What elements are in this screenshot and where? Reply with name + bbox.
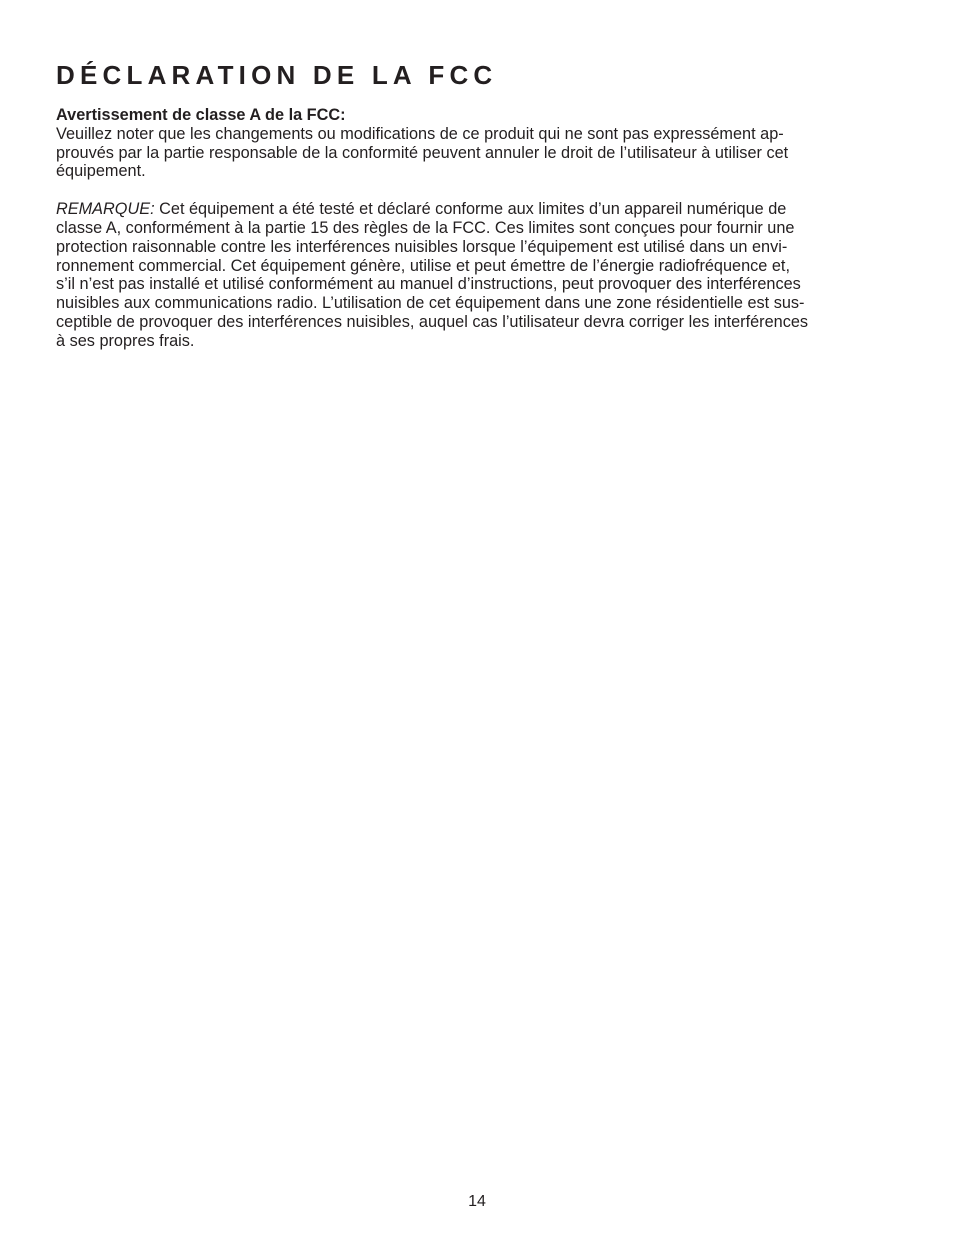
page-number: 14 <box>468 1193 486 1210</box>
note-line-7: ceptible de provoquer des interférences nuisibles, auquel cas l’utilisateur devra corriger les interférences <box>56 312 809 331</box>
note-paragraph <box>56 200 898 350</box>
fcc-warning-section <box>56 106 898 181</box>
note-line-1 <box>56 200 898 219</box>
warning-line-1: Veuillez noter que les changements ou modifications de ce produit qui ne sont pas expressément ap- <box>56 124 784 143</box>
fcc-note-section <box>56 200 898 350</box>
note-line-1-text: Cet équipement a été testé et déclaré conforme aux limites d’un appareil numérique de <box>154 200 787 219</box>
page-content <box>56 58 898 351</box>
note-line-3: protection raisonnable contre les interférences nuisibles lorsque l’équipement est utilisé dans un envi- <box>56 237 788 256</box>
warning-line-3: équipement. <box>56 162 146 181</box>
note-label: REMARQUE: <box>56 200 155 219</box>
paragraph-spacer <box>56 181 898 200</box>
note-line-6: nuisibles aux communications radio. L’utilisation de cet équipement dans une zone résidentielle est sus- <box>56 294 805 313</box>
warning-line-2: prouvés par la partie responsable de la conformité peuvent annuler le droit de l’utilisateur à utiliser cet <box>56 143 789 162</box>
note-line-2: classe A, conformément à la partie 15 des règles de la FCC. Ces limites sont conçues pour fournir une <box>56 218 795 237</box>
note-line-4: ronnement commercial. Cet équipement génère, utilise et peut émettre de l’énergie radiofréquence et, <box>56 256 790 275</box>
note-line-5: s’il n’est pas installé et utilisé conformément au manuel d’instructions, peut provoquer des interférences <box>56 275 801 294</box>
warning-heading: Avertissement de classe A de la FCC: <box>56 106 346 124</box>
note-line-8: à ses propres frais. <box>56 331 195 350</box>
warning-paragraph <box>56 125 898 181</box>
page-title: DÉCLARATION DE LA FCC <box>56 60 498 90</box>
